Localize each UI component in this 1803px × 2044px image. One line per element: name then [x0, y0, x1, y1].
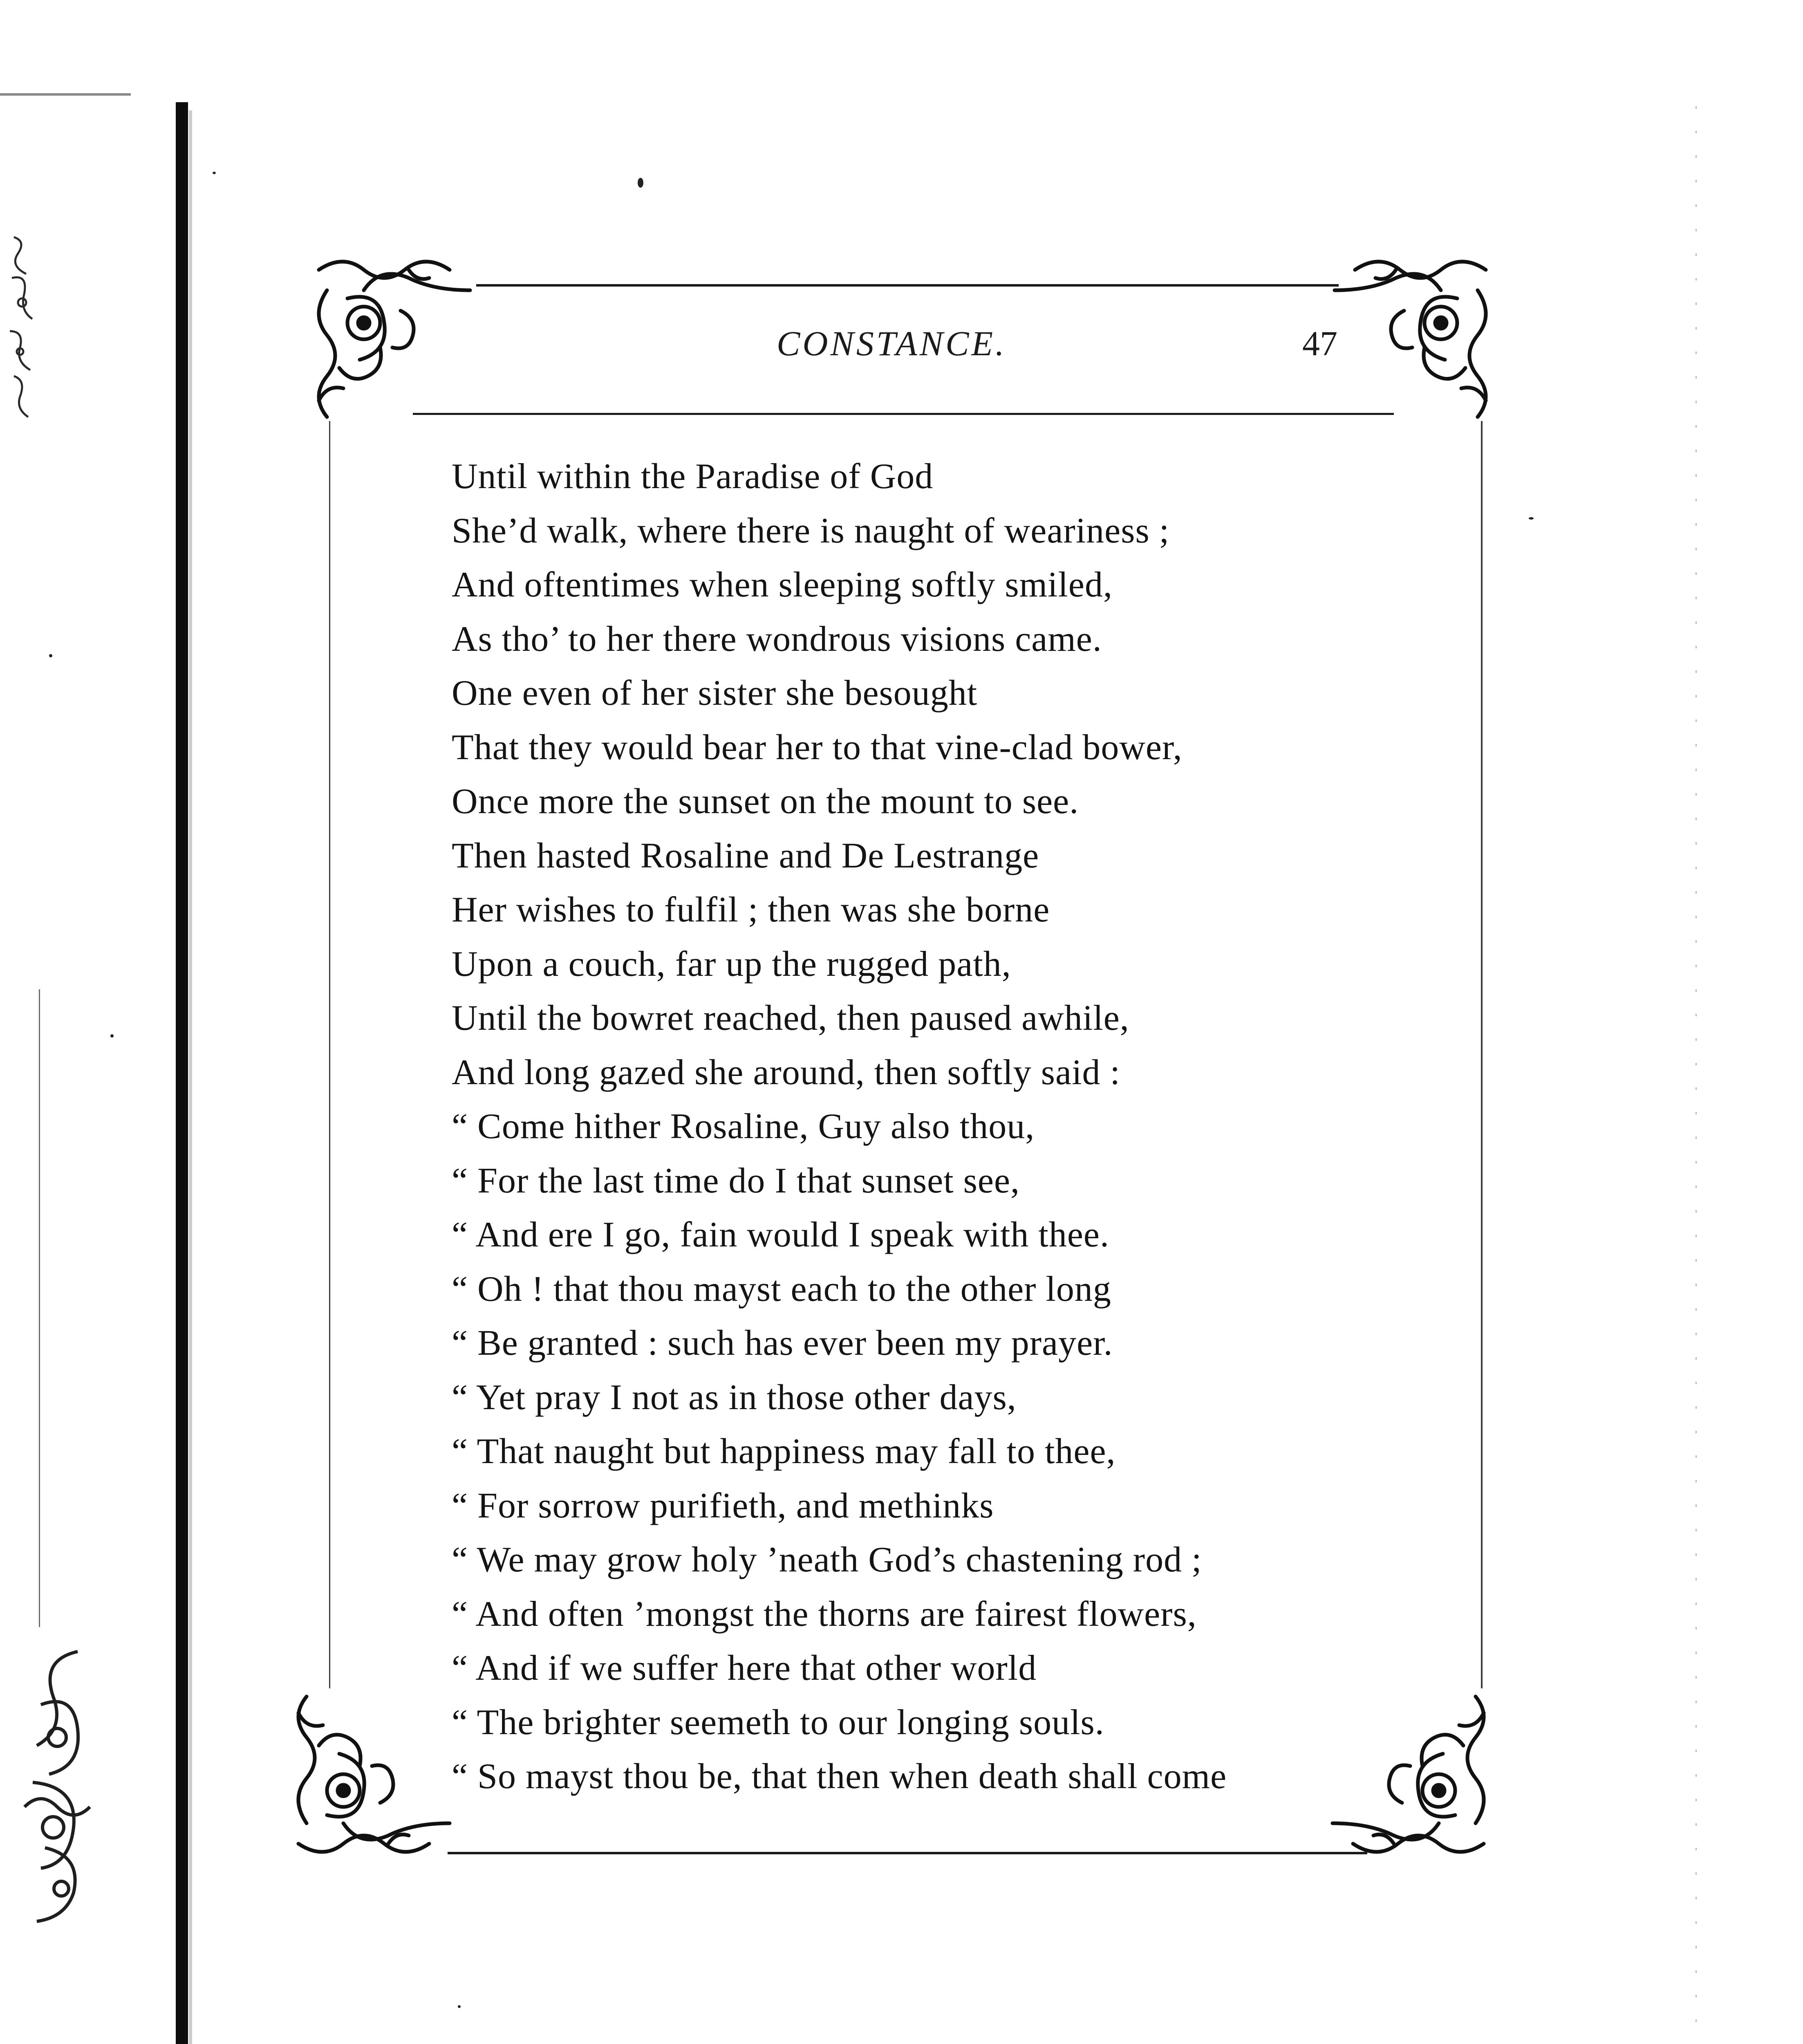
bleed-through-ornament-icon [6, 229, 38, 421]
poem-line: And oftentimes when sleeping softly smiled, [452, 565, 1113, 605]
poem-line: Then hasted Rosaline and De Lestrange [452, 836, 1039, 876]
poem-line: “ For sorrow purifieth, and methinks [452, 1486, 994, 1526]
ink-speck [458, 2005, 461, 2008]
poem-line: “ And often ’mongst the thorns are fairest flowers, [452, 1594, 1197, 1634]
frame-header-rule [413, 413, 1394, 415]
poem-line: Upon a couch, far up the rugged path, [452, 944, 1011, 984]
poem-line: Until the bowret reached, then paused awhile, [452, 998, 1129, 1038]
poem-line: “ So mayst thou be, that then when death shall come [452, 1757, 1227, 1796]
poem-line: “ We may grow holy ’neath God’s chastening rod ; [452, 1540, 1202, 1580]
poem-line: That they would bear her to that vine-clad bower, [452, 727, 1183, 767]
poem-line: “ Yet pray I not as in those other days, [452, 1377, 1017, 1417]
left-margin-line [39, 989, 40, 1627]
poem-line: One even of her sister she besought [452, 673, 978, 713]
poem-line: “ Be granted : such has ever been my prayer. [452, 1323, 1113, 1363]
scan-edge-rule [0, 93, 131, 96]
binding-shadow-bar [176, 102, 188, 2044]
frame-bottom-rule [448, 1852, 1367, 1854]
poem-line: Her wishes to fulfil ; then was she borne [452, 890, 1050, 930]
ink-speck [213, 172, 216, 174]
page-number: 47 [1302, 324, 1337, 363]
floral-scroll-corner-icon [1326, 245, 1502, 421]
binding-shadow-edge [189, 110, 192, 2044]
ink-speck [49, 654, 52, 657]
poem-line: She’d walk, where there is naught of weariness ; [452, 511, 1170, 551]
poem-line: “ And ere I go, fain would I speak with thee. [452, 1215, 1109, 1255]
ink-speck [638, 178, 643, 188]
poem-line: Once more the sunset on the mount to see. [452, 782, 1079, 821]
ink-speck [110, 1034, 114, 1038]
right-edge-dots [1695, 106, 1697, 2044]
poem-line: “ The brighter seemeth to our longing souls. [452, 1702, 1104, 1742]
poem-line: “ For the last time do I that sunset see, [452, 1161, 1020, 1201]
poem-line: And long gazed she around, then softly said : [452, 1052, 1121, 1092]
poem-body [452, 450, 1514, 1804]
frame-left-rule [329, 421, 330, 1688]
poem-line: “ That naught but happiness may fall to thee, [452, 1432, 1116, 1471]
poem-line: “ And if we suffer here that other world [452, 1648, 1037, 1688]
floral-scroll-corner-icon [302, 245, 478, 421]
poem-line: Until within the Paradise of God [452, 457, 934, 496]
poem-line: “ Oh ! that thou mayst each to the other long [452, 1269, 1111, 1309]
poem-line: “ Come hither Rosaline, Guy also thou, [452, 1107, 1035, 1146]
running-title: CONSTANCE. [777, 324, 1007, 363]
bleed-through-ornament-icon [16, 1635, 94, 1930]
poem-line: As tho’ to her there wondrous visions came. [452, 619, 1102, 659]
ink-speck [1529, 517, 1534, 520]
frame-top-rule [476, 284, 1339, 287]
floral-scroll-corner-icon [282, 1692, 458, 1868]
